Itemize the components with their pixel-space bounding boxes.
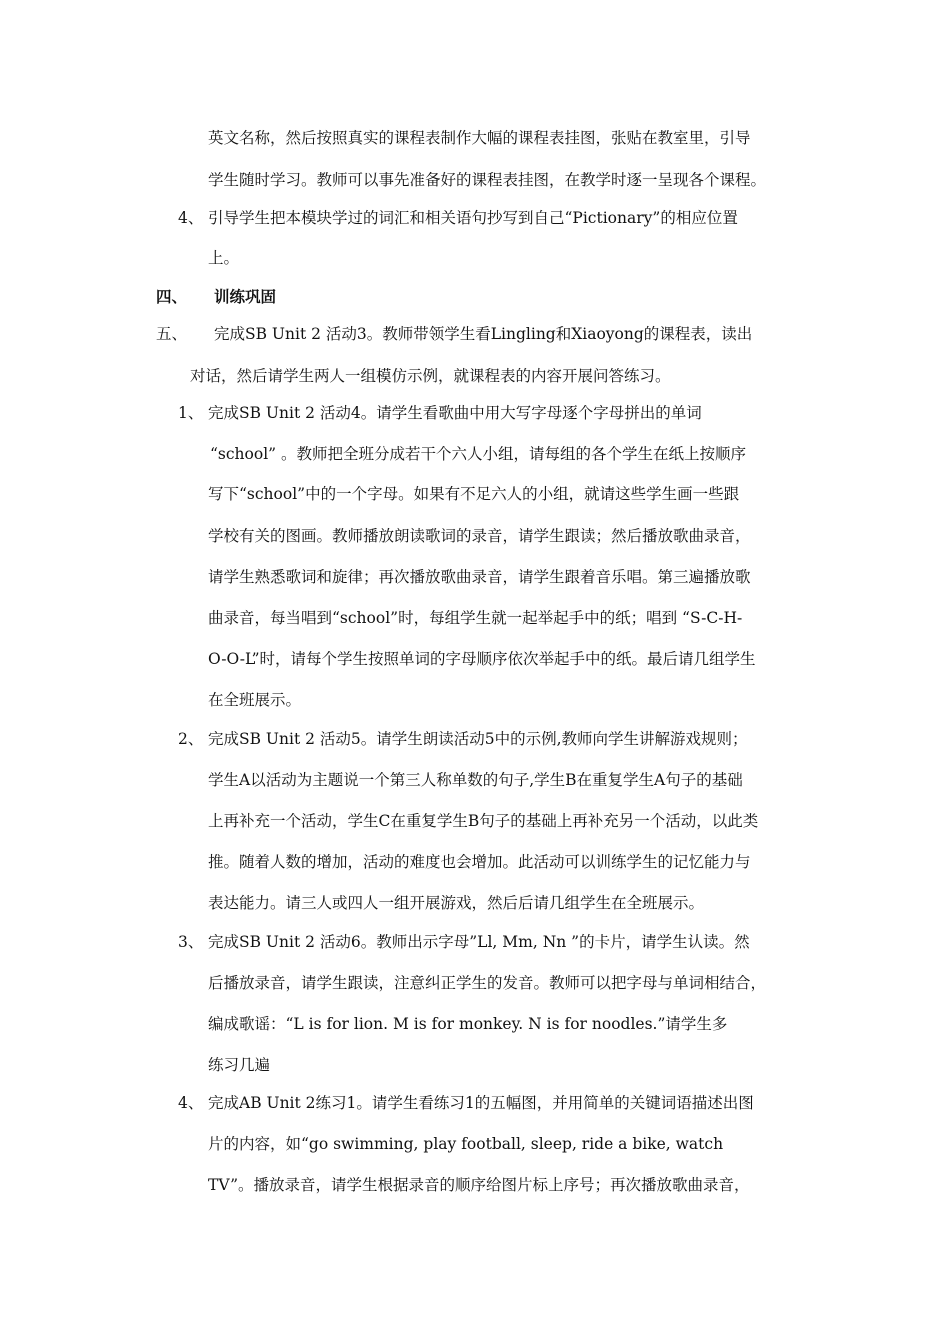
paragraph-line: 完成SB Unit 2 活动5。请学生朗读活动5中的示例,教师向学生讲解游戏规则； bbox=[208, 730, 748, 748]
list-number: 4、 bbox=[178, 1094, 204, 1112]
paragraph-line: 上再补充一个活动，学生C在重复学生B句子的基础上再补充另一个活动，以此类 bbox=[208, 812, 759, 830]
paragraph-line: 完成SB Unit 2 活动4。请学生看歌曲中用大写字母逐个字母拼出的单词 bbox=[208, 404, 702, 422]
list-number: 1、 bbox=[178, 404, 204, 422]
list-number: 3、 bbox=[178, 933, 204, 951]
paragraph-line: 练习几遍 bbox=[208, 1056, 271, 1074]
paragraph-line: O-O-L”时，请每个学生按照单词的字母顺序依次举起手中的纸。最后请几组学生 bbox=[208, 650, 756, 668]
paragraph-line: 学生A以活动为主题说一个第三人称单数的句子,学生B在重复学生A句子的基础 bbox=[208, 771, 743, 789]
paragraph-line: 写下“school”中的一个字母。如果有不足六人的小组，就请这些学生画一些跟 bbox=[208, 485, 740, 503]
paragraph-line: “school” 。教师把全班分成若干个六人小组，请每组的各个学生在纸上按顺序 bbox=[210, 445, 747, 463]
list-number: 4、 bbox=[178, 209, 204, 227]
paragraph-line: 上。 bbox=[208, 249, 240, 267]
paragraph-line: 请学生熟悉歌词和旋律；再次播放歌曲录音，请学生跟着音乐唱。第三遍播放歌 bbox=[208, 568, 751, 586]
paragraph-line: 在全班展示。 bbox=[208, 691, 302, 709]
paragraph-line: 推。随着人数的增加，活动的难度也会增加。此活动可以训练学生的记忆能力与 bbox=[208, 853, 751, 871]
paragraph-line: 后播放录音，请学生跟读，注意纠正学生的发音。教师可以把字母与单词相结合， bbox=[208, 974, 767, 992]
paragraph-line: 引导学生把本模块学过的词汇和相关语句抄写到自己“Pictionary”的相应位置 bbox=[208, 209, 738, 227]
paragraph-line: TV”。播放录音，请学生根据录音的顺序给图片标上序号；再次播放歌曲录音， bbox=[208, 1176, 750, 1194]
paragraph-line: 对话，然后请学生两人一组模仿示例，就课程表的内容开展问答练习。 bbox=[190, 367, 671, 385]
paragraph-line: 曲录音，每当唱到“school”时，每组学生就一起举起手中的纸；唱到 “S-C-H- bbox=[208, 609, 743, 627]
list-number: 2、 bbox=[178, 730, 204, 748]
paragraph-line: 表达能力。请三人或四人一组开展游戏，然后后请几组学生在全班展示。 bbox=[208, 894, 705, 912]
paragraph-line: 英文名称，然后按照真实的课程表制作大幅的课程表挂图，张贴在教室里，引导 bbox=[208, 129, 751, 147]
paragraph-line: 编成歌谣：“L is for lion. M is for monkey. N is for noodles.”请学生多 bbox=[208, 1015, 728, 1033]
paragraph-line: 学生随时学习。教师可以事先准备好的课程表挂图，在教学时逐一呈现各个课程。 bbox=[208, 171, 767, 189]
paragraph-line: 完成SB Unit 2 活动3。教师带领学生看Lingling和Xiaoyong的课程表，读出 bbox=[214, 325, 753, 343]
section-number: 四、 bbox=[156, 287, 188, 306]
paragraph-line: 完成SB Unit 2 活动6。教师出示字母”Ll, Mm, Nn ”的卡片，请学生认读。然 bbox=[208, 933, 750, 951]
paragraph-line: 学校有关的图画。教师播放朗读歌词的录音，请学生跟读；然后播放歌曲录音， bbox=[208, 527, 751, 545]
paragraph-line: 完成AB Unit 2练习1。请学生看练习1的五幅图，并用简单的关键词语描述出图 bbox=[208, 1094, 754, 1112]
section-number: 五、 bbox=[156, 325, 188, 343]
section-title: 训练巩固 bbox=[214, 287, 277, 306]
paragraph-line: 片的内容，如“go swimming, play football, sleep, ride a bike, watch bbox=[208, 1135, 724, 1153]
